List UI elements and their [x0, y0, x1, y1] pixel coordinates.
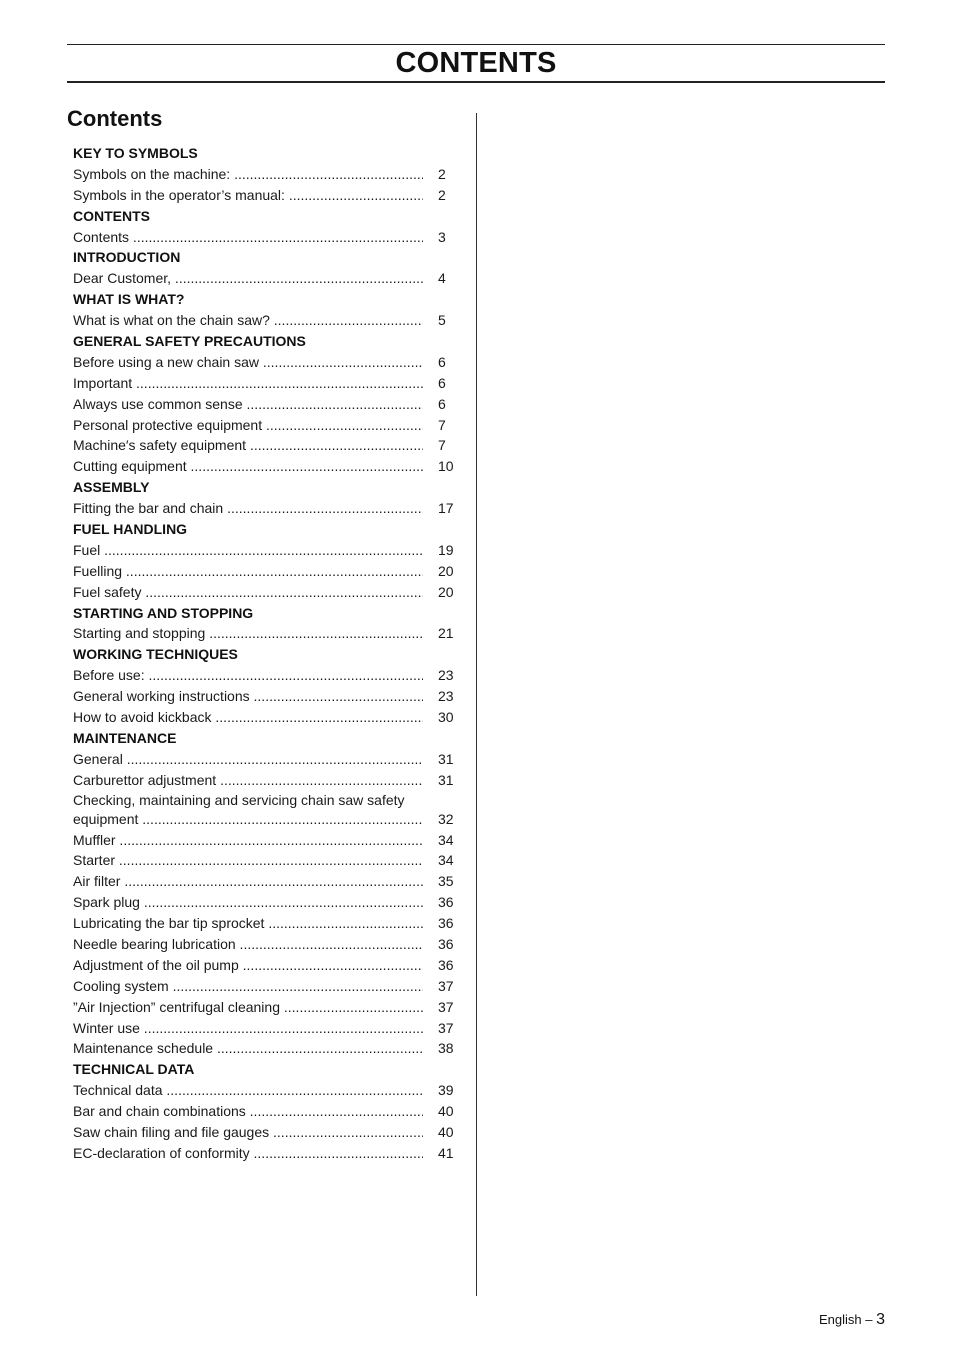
toc-entry-page: 6 — [438, 374, 446, 391]
section-heading: Contents — [67, 106, 163, 131]
toc-entry-text: Fuelling ..... — [73, 561, 423, 582]
toc-entry[interactable] — [73, 871, 458, 892]
toc-section-title: INTRODUCTION — [73, 249, 181, 266]
toc-section — [73, 247, 458, 289]
toc-entry-text: EC-declaration of conformity ..... — [73, 1143, 423, 1164]
toc-entry-text: Fitting the bar and chain ..... — [73, 498, 423, 519]
toc-entry[interactable] — [73, 352, 458, 373]
toc-entry[interactable] — [73, 561, 458, 582]
toc-entry-page: 6 — [438, 353, 446, 370]
toc-entry[interactable] — [73, 850, 458, 871]
toc-entry-text: Cutting equipment ..... — [73, 456, 423, 477]
toc-entry[interactable] — [73, 394, 458, 415]
toc-entry-page: 7 — [438, 437, 446, 454]
toc-entry-page: 40 — [438, 1123, 454, 1140]
toc-entry[interactable] — [73, 913, 458, 934]
toc-entry-page: 37 — [438, 1019, 454, 1036]
toc-entry[interactable] — [73, 749, 458, 770]
toc-entry-text: Machine′s safety equipment ..... — [73, 435, 423, 456]
toc-entry-text: Symbols in the operator’s manual: ..... — [73, 185, 423, 206]
toc-section — [73, 477, 458, 519]
toc-section — [73, 1059, 458, 1163]
toc-entry-text: Before using a new chain saw ..... — [73, 352, 423, 373]
toc-entry[interactable] — [73, 185, 458, 206]
toc-entry[interactable] — [73, 373, 458, 394]
toc-entry[interactable] — [73, 540, 458, 561]
toc-entry[interactable] — [73, 435, 458, 456]
toc-entry-page: 36 — [438, 956, 454, 973]
toc-entry-text: Bar and chain combinations ..... — [73, 1101, 423, 1122]
page-title: CONTENTS — [395, 47, 557, 79]
toc-entry[interactable] — [73, 623, 458, 644]
footer-dash: – — [865, 1312, 873, 1327]
toc-entry-text-continued: equipment ..... — [73, 809, 423, 830]
toc-entry-text: ”Air Injection” centrifugal cleaning ..... — [73, 997, 423, 1018]
toc-entry[interactable] — [73, 1080, 458, 1101]
toc-entry-text: Personal protective equipment ..... — [73, 415, 423, 436]
toc-entry[interactable] — [73, 164, 458, 185]
toc-entry-page: 31 — [438, 750, 454, 767]
toc-entry-text: Lubricating the bar tip sprocket ..... — [73, 913, 423, 934]
toc-entry-page: 39 — [438, 1082, 454, 1099]
toc-entry-page: 7 — [438, 416, 446, 433]
toc-entry-text: Maintenance schedule ..... — [73, 1038, 423, 1059]
toc-entry[interactable] — [73, 665, 458, 686]
toc-entry-text: Symbols on the machine: ..... — [73, 164, 423, 185]
toc-entry-text: Needle bearing lubrication ..... — [73, 934, 423, 955]
toc-entry-page: 31 — [438, 771, 454, 788]
toc-section-title: WORKING TECHNIQUES — [73, 646, 238, 663]
toc-entry[interactable] — [73, 976, 458, 997]
toc-entry-page: 38 — [438, 1040, 454, 1057]
toc-entry[interactable] — [73, 227, 458, 248]
toc-entry-page: 36 — [438, 915, 454, 932]
toc-entry-page: 4 — [438, 270, 446, 287]
toc-entry-page: 2 — [438, 165, 446, 182]
toc-entry[interactable] — [73, 415, 458, 436]
toc-entry[interactable] — [73, 1101, 458, 1122]
toc-entry[interactable] — [73, 892, 458, 913]
toc-section-title: STARTING AND STOPPING — [73, 604, 254, 621]
toc-entry[interactable] — [73, 686, 458, 707]
toc-section — [73, 728, 458, 1059]
toc-section-title: TECHNICAL DATA — [73, 1061, 195, 1078]
toc-section — [73, 519, 458, 603]
footer-page-number: 3 — [876, 1311, 885, 1328]
toc-entry-text: Fuel ..... — [73, 540, 423, 561]
toc-section-title: KEY TO SYMBOLS — [73, 145, 198, 161]
toc-section-title: GENERAL SAFETY PRECAUTIONS — [73, 333, 306, 350]
toc-entry-page: 23 — [438, 688, 454, 705]
toc-section — [73, 289, 458, 331]
toc-section-title: FUEL HANDLING — [73, 521, 188, 538]
toc-entry-text: Adjustment of the oil pump ..... — [73, 955, 423, 976]
toc-section-title: CONTENTS — [73, 207, 150, 224]
toc-section-title: MAINTENANCE — [73, 729, 177, 746]
toc-entry[interactable] — [73, 997, 458, 1018]
toc-section-title: ASSEMBLY — [73, 479, 150, 496]
toc-section — [73, 143, 458, 206]
toc-entry-text: Fuel safety ..... — [73, 582, 423, 603]
toc-section-title: WHAT IS WHAT? — [73, 291, 185, 308]
toc-entry[interactable] — [73, 1143, 458, 1164]
table-of-contents — [73, 143, 458, 1164]
toc-entry-text: Muffler ..... — [73, 830, 423, 851]
toc-entry-page: 3 — [438, 228, 446, 245]
toc-entry-text: Technical data ..... — [73, 1080, 423, 1101]
toc-entry-page: 37 — [438, 998, 454, 1015]
page-footer — [819, 1311, 885, 1329]
toc-entry-text: Contents ..... — [73, 227, 423, 248]
toc-entry-page: 23 — [438, 667, 454, 684]
toc-entry-page: 36 — [438, 894, 454, 911]
toc-entry-page: 20 — [438, 583, 454, 600]
toc-entry[interactable] — [73, 456, 458, 477]
toc-entry-page: 36 — [438, 935, 454, 952]
toc-entry-page: 34 — [438, 852, 454, 869]
toc-entry[interactable] — [73, 498, 458, 519]
toc-entry-text: Before use: ..... — [73, 665, 423, 686]
column-divider — [476, 113, 477, 1296]
toc-entry[interactable] — [73, 830, 458, 851]
toc-entry[interactable] — [73, 1038, 458, 1059]
toc-entry-page: 20 — [438, 562, 454, 579]
toc-entry-page: 17 — [438, 500, 454, 517]
toc-section — [73, 603, 458, 645]
toc-entry-text: Carburettor adjustment ..... — [73, 770, 423, 791]
title-underline-rule — [67, 81, 885, 83]
toc-entry[interactable] — [73, 1122, 458, 1143]
toc-entry-page: 37 — [438, 977, 454, 994]
toc-entry[interactable] — [73, 770, 458, 791]
toc-entry-page: 34 — [438, 831, 454, 848]
toc-section — [73, 644, 458, 728]
footer-language: English — [818, 1312, 862, 1327]
toc-entry-page: 32 — [438, 810, 454, 827]
toc-section — [73, 206, 458, 248]
toc-entry[interactable] — [73, 268, 458, 289]
toc-entry-text: Important ..... — [73, 373, 423, 394]
toc-entry[interactable] — [73, 955, 458, 976]
toc-entry-text: Spark plug ..... — [73, 892, 423, 913]
toc-entry[interactable] — [73, 707, 458, 728]
toc-entry-page: 10 — [438, 458, 454, 475]
toc-entry-page: 6 — [438, 395, 446, 412]
toc-entry-text: Starting and stopping ..... — [73, 623, 423, 644]
toc-entry-text: What is what on the chain saw? ..... — [73, 310, 423, 331]
toc-entry-text: Saw chain filing and file gauges ..... — [73, 1122, 423, 1143]
toc-entry-text: Starter ..... — [73, 850, 423, 871]
toc-entry-page: 41 — [438, 1144, 454, 1161]
toc-entry-page: 21 — [438, 625, 454, 642]
toc-entry-text: Checking, maintaining and servicing chain saw safety — [73, 791, 405, 808]
toc-entry-page: 2 — [438, 186, 446, 203]
toc-entry-text: General working instructions ..... — [73, 686, 423, 707]
toc-entry-page: 19 — [438, 541, 454, 558]
toc-entry-text: Always use common sense ..... — [73, 394, 423, 415]
toc-entry-page: 5 — [438, 312, 446, 329]
toc-entry-text: General ..... — [73, 749, 423, 770]
toc-entry-text: Dear Customer, ..... — [73, 268, 423, 289]
toc-entry[interactable] — [73, 310, 458, 331]
toc-entry[interactable] — [73, 791, 458, 830]
toc-entry-text: Air filter ..... — [73, 871, 423, 892]
toc-entry-page: 30 — [438, 709, 454, 726]
toc-entry-page: 35 — [438, 873, 454, 890]
toc-entry-text: Winter use ..... — [73, 1018, 423, 1039]
toc-entry[interactable] — [73, 934, 458, 955]
toc-entry-page: 40 — [438, 1103, 454, 1120]
toc-section — [73, 331, 458, 477]
toc-entry-text: How to avoid kickback ..... — [73, 707, 423, 728]
toc-entry[interactable] — [73, 1018, 458, 1039]
toc-entry[interactable] — [73, 582, 458, 603]
toc-entry-text: Cooling system ..... — [73, 976, 423, 997]
